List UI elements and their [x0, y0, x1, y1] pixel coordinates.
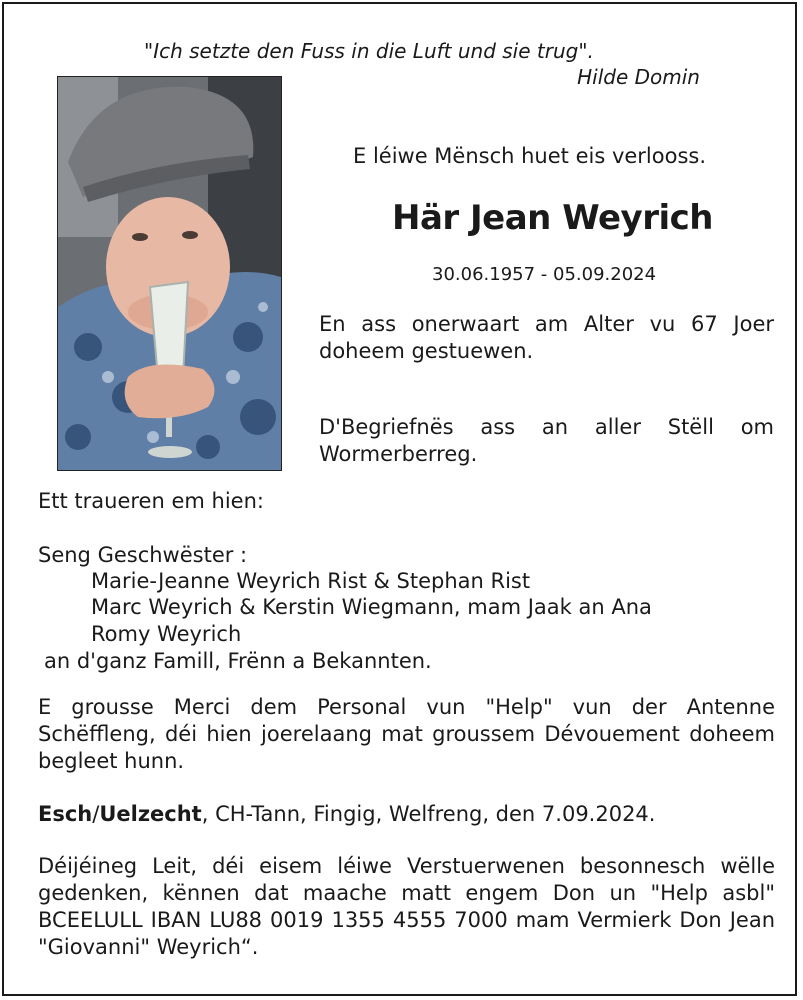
place-date-line — [38, 801, 655, 828]
place-separator: / — [92, 802, 100, 826]
quote-author: Hilde Domin — [577, 65, 700, 89]
epigraph-quote — [144, 38, 704, 89]
siblings-heading: Seng Geschwëster : — [38, 543, 248, 567]
quote-text: "Ich setzte den Fuss in die Luft und sie trug". — [144, 39, 594, 63]
place-town-2: Uelzecht — [99, 802, 202, 826]
sibling-entry: Romy Weyrich — [91, 622, 242, 646]
sibling-entry: Marie-Jeanne Weyrich Rist & Stephan Rist — [91, 569, 531, 593]
sibling-entry: Marc Weyrich & Kerstin Wiegmann, mam Jaak an Ana — [91, 595, 652, 619]
death-announcement: En ass onerwaart am Alter vu 67 Joer doheem gestuewen. — [319, 312, 774, 363]
place-town-1: Esch — [38, 802, 93, 826]
family-friends-line: an d'ganz Famill, Frënn a Bekannten. — [44, 649, 432, 673]
thanks-paragraph: E grousse Merci dem Personal vun "Help" vun der Antenne Schëffleng, déi hien joerelaang mat groussem Dévouement doheem begleet hunn. — [38, 695, 775, 773]
deceased-name: Här Jean Weyrich — [392, 198, 713, 238]
portrait-illustration — [58, 77, 281, 470]
donation-paragraph: Déijéineg Leit, déi eisem léiwe Verstuerwenen besonnesch wëlle gedenken, kënnen dat maache matt engem Don un "Help asbl" BCEELULL IBAN LU88 0019 1355 4555 7000 mam Vermierk Don Jean "Giovanni" Weyrich“. — [38, 854, 775, 959]
life-dates: 30.06.1957 - 05.09.2024 — [432, 264, 657, 285]
obituary-frame — [2, 2, 797, 996]
portrait-photo — [57, 76, 282, 471]
mourners-heading: Ett traueren em hien: — [38, 489, 264, 513]
place-rest: , CH-Tann, Fingig, Welfreng, den 7.09.2024. — [201, 802, 656, 826]
intro-line: E léiwe Mënsch huet eis verlooss. — [353, 144, 707, 168]
funeral-notice: D'Begriefnës ass an aller Stëll om Wormerberreg. — [319, 415, 774, 466]
